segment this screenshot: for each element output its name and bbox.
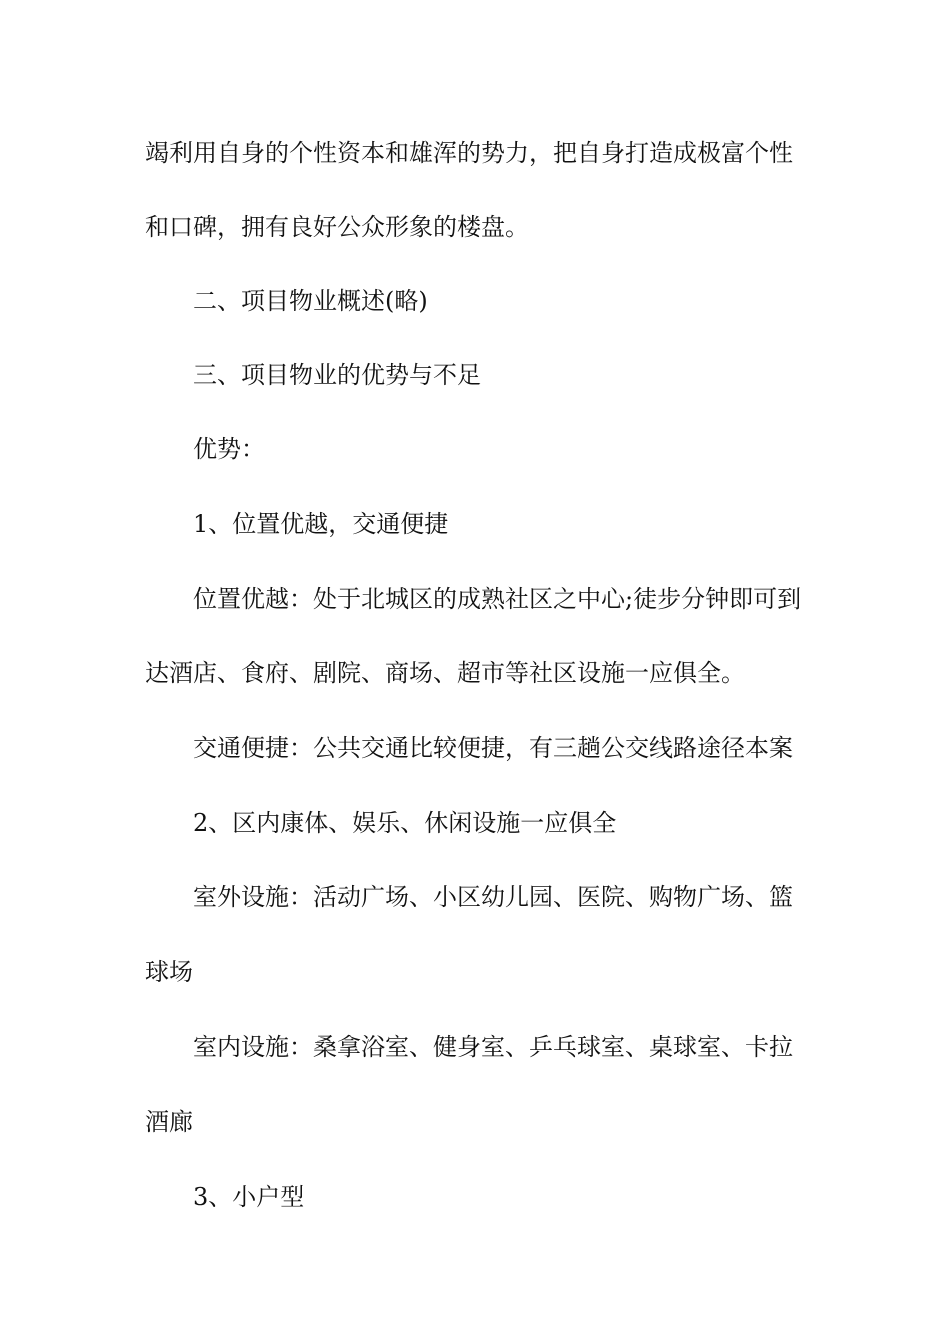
list-item-heading: 3、小户型 <box>193 1183 305 1211</box>
text-line: 交通便捷：公共交通比较便捷，有三趟公交线路途径本案 <box>193 734 793 762</box>
section-heading: 三、项目物业的优势与不足 <box>193 361 481 389</box>
list-item-heading: 2、区内康体、娱乐、休闲设施一应俱全 <box>193 809 617 837</box>
section-heading: 二、项目物业概述(略) <box>193 287 428 315</box>
subheading: 优势： <box>193 435 265 463</box>
text-line: 室外设施：活动广场、小区幼儿园、医院、购物广场、篮 <box>193 883 793 911</box>
text-line: 位置优越：处于北城区的成熟社区之中心;徒步分钟即可到 <box>193 585 802 613</box>
text-line: 竭利用自身的个性资本和雄浑的势力，把自身打造成极富个性 <box>145 139 793 167</box>
text-line: 球场 <box>145 958 193 986</box>
text-line: 达酒店、食府、剧院、商场、超市等社区设施一应俱全。 <box>145 659 745 687</box>
text-line: 和口碑，拥有良好公众形象的楼盘。 <box>145 213 529 241</box>
list-item-heading: 1、位置优越，交通便捷 <box>193 510 449 538</box>
text-line: 酒廊 <box>145 1108 193 1136</box>
text-line: 室内设施：桑拿浴室、健身室、乒乓球室、桌球室、卡拉 <box>193 1033 793 1061</box>
